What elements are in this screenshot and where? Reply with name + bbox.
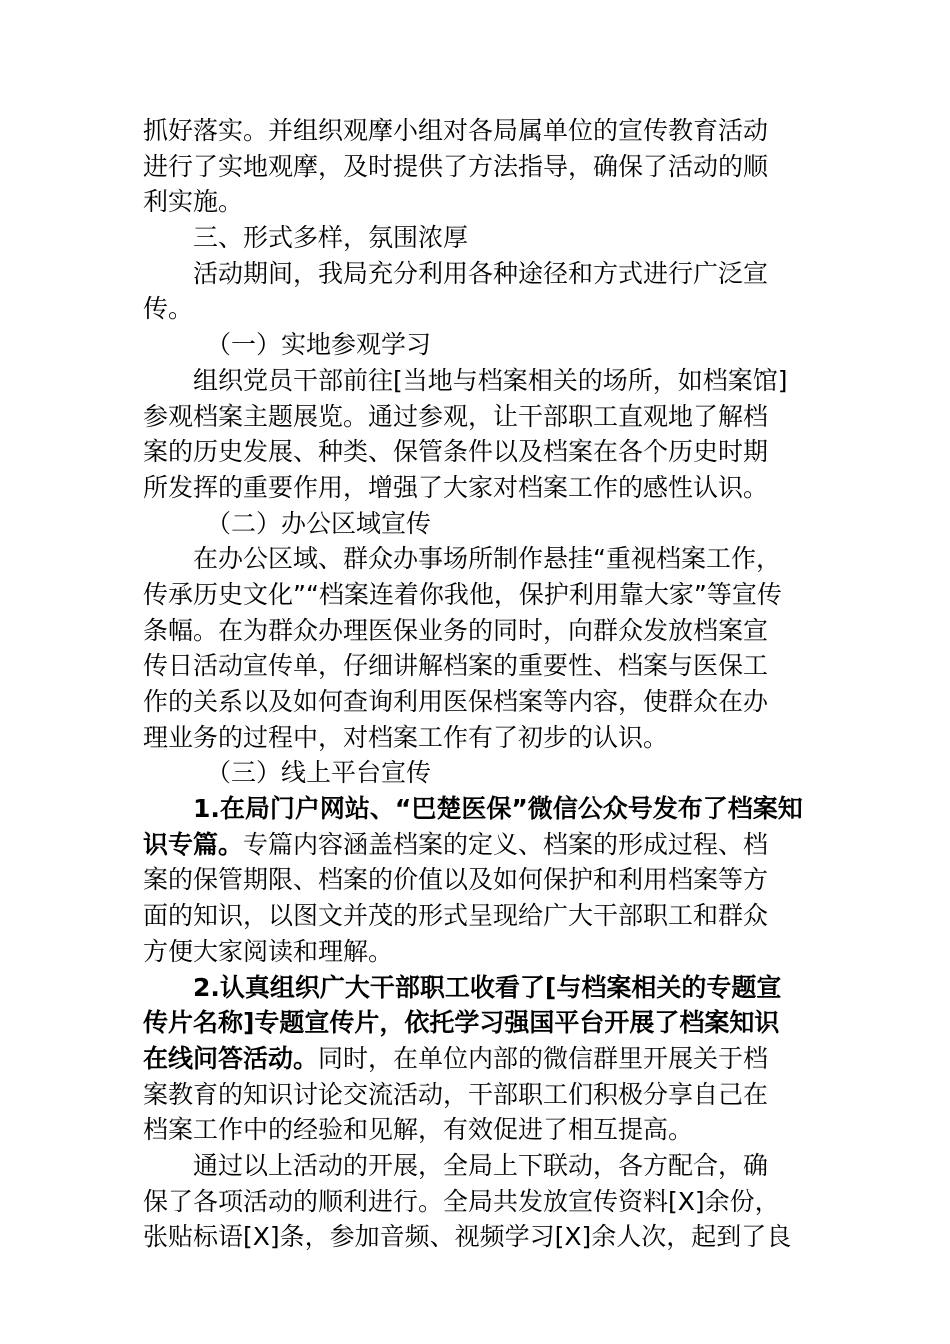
- bold-text: 1.在局门户网站、“巴楚医保”微信公众号发布了档案知: [193, 794, 803, 824]
- text-line: 在办公区域、群众办事场所制作悬挂“重视档案工作，: [193, 544, 781, 574]
- text-line: 案的历史发展、种类、保管条件以及档案在各个历史时期: [143, 437, 769, 467]
- text-line: 所发挥的重要作用，增强了大家对档案工作的感性认识。: [143, 472, 769, 502]
- subsection-heading: （二）办公区域宣传: [206, 508, 432, 538]
- text-line: 方便大家阅读和理解。: [143, 936, 394, 966]
- bold-text: 传片名称]专题宣传片，依托学习强国平台开展了档案知识: [143, 1008, 780, 1038]
- text-line: 档案工作中的经验和见解，有效促进了相互提高。: [143, 1115, 694, 1145]
- bold-text: 识专篇。: [143, 829, 244, 859]
- text-line: 案的保管期限、档案的价值以及如何保护和利用档案等方: [143, 865, 769, 895]
- subsection-heading: （三）线上平台宣传: [206, 758, 432, 788]
- regular-text: 同时，在单位内部的微信群里开展关于档: [318, 1043, 769, 1073]
- section-heading: 三、形式多样，氛围浓厚: [193, 223, 469, 253]
- bold-text: 在线问答活动。: [143, 1043, 319, 1073]
- text-line: 案教育的知识讨论交流活动，干部职工们积极分享自己在: [143, 1079, 769, 1109]
- text-line: 传日活动宣传单，仔细讲解档案的重要性、档案与医保工: [143, 651, 769, 681]
- text-line: 作的关系以及如何查询利用医保档案等内容，使群众在办: [143, 687, 769, 716]
- text-line: 传。: [143, 294, 194, 324]
- regular-text: 专篇内容涵盖档案的定义、档案的形成过程、档: [243, 829, 769, 859]
- bold-text: 2.认真组织广大干部职工收看了[与档案相关的专题宣: [193, 972, 782, 1002]
- text-line: [143, 791, 807, 827]
- text-line: 组织党员干部前往[当地与档案相关的场所，如档案馆]: [193, 365, 788, 395]
- text-line: [143, 827, 807, 863]
- text-line: 通过以上活动的开展，全局上下联动，各方配合，确: [193, 1150, 769, 1180]
- text-line: 利实施。: [143, 187, 244, 217]
- subsection-heading: （一）实地参观学习: [206, 330, 432, 360]
- text-line: 参观档案主题展览。通过参观，让干部职工直观地了解档: [143, 401, 769, 431]
- text-line: [143, 1005, 807, 1041]
- text-line: 抓好落实。并组织观摩小组对各局属单位的宣传教育活动: [143, 116, 769, 145]
- text-line: 进行了实地观摩，及时提供了方法指导，确保了活动的顺: [143, 151, 769, 181]
- text-line: 理业务的过程中，对档案工作有了初步的认识。: [143, 722, 669, 752]
- text-line: 张贴标语[X]条，参加音频、视频学习[X]余人次，起到了良: [143, 1222, 792, 1252]
- text-line: 条幅。在为群众办理医保业务的同时，向群众发放档案宣: [143, 615, 769, 645]
- text-line: 面的知识，以图文并茂的形式呈现给广大干部职工和群众: [143, 901, 769, 931]
- text-line: 传承历史文化”“档案连着你我他，保护利用靠大家”等宣传: [143, 579, 782, 609]
- text-line: 活动期间，我局充分利用各种途径和方式进行广泛宣: [193, 258, 769, 288]
- text-line: [143, 970, 807, 1006]
- text-line: [143, 1041, 807, 1077]
- text-line: 保了各项活动的顺利进行。全局共发放宣传资料[X]余份，: [143, 1186, 780, 1216]
